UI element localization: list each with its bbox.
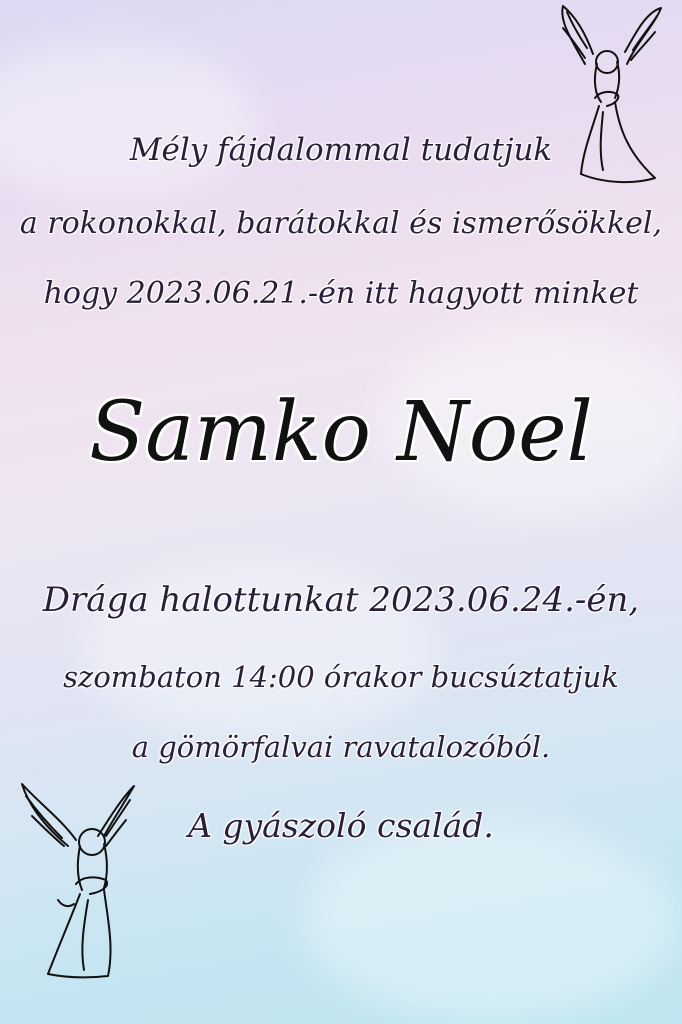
announcement-line: hogy 2023.06.21.-én itt hagyott minket: [43, 276, 639, 311]
announcement-line: Mély fájdalommal tudatjuk: [129, 132, 553, 168]
funeral-line: a gömörfalvai ravatalozóból.: [131, 730, 551, 764]
funeral-line: szombaton 14:00 órakor bucsúztatjuk: [63, 660, 619, 694]
deceased-name: Samko Noel: [89, 385, 593, 480]
family-signature: A gyászoló család.: [188, 806, 494, 845]
background-cloud: [300, 820, 680, 1020]
funeral-line: Drága halottunkat 2023.06.24.-én,: [42, 580, 640, 620]
background-cloud: [0, 40, 260, 200]
announcement-line: a rokonokkal, barátokkal és ismerősökkel,: [19, 206, 663, 241]
